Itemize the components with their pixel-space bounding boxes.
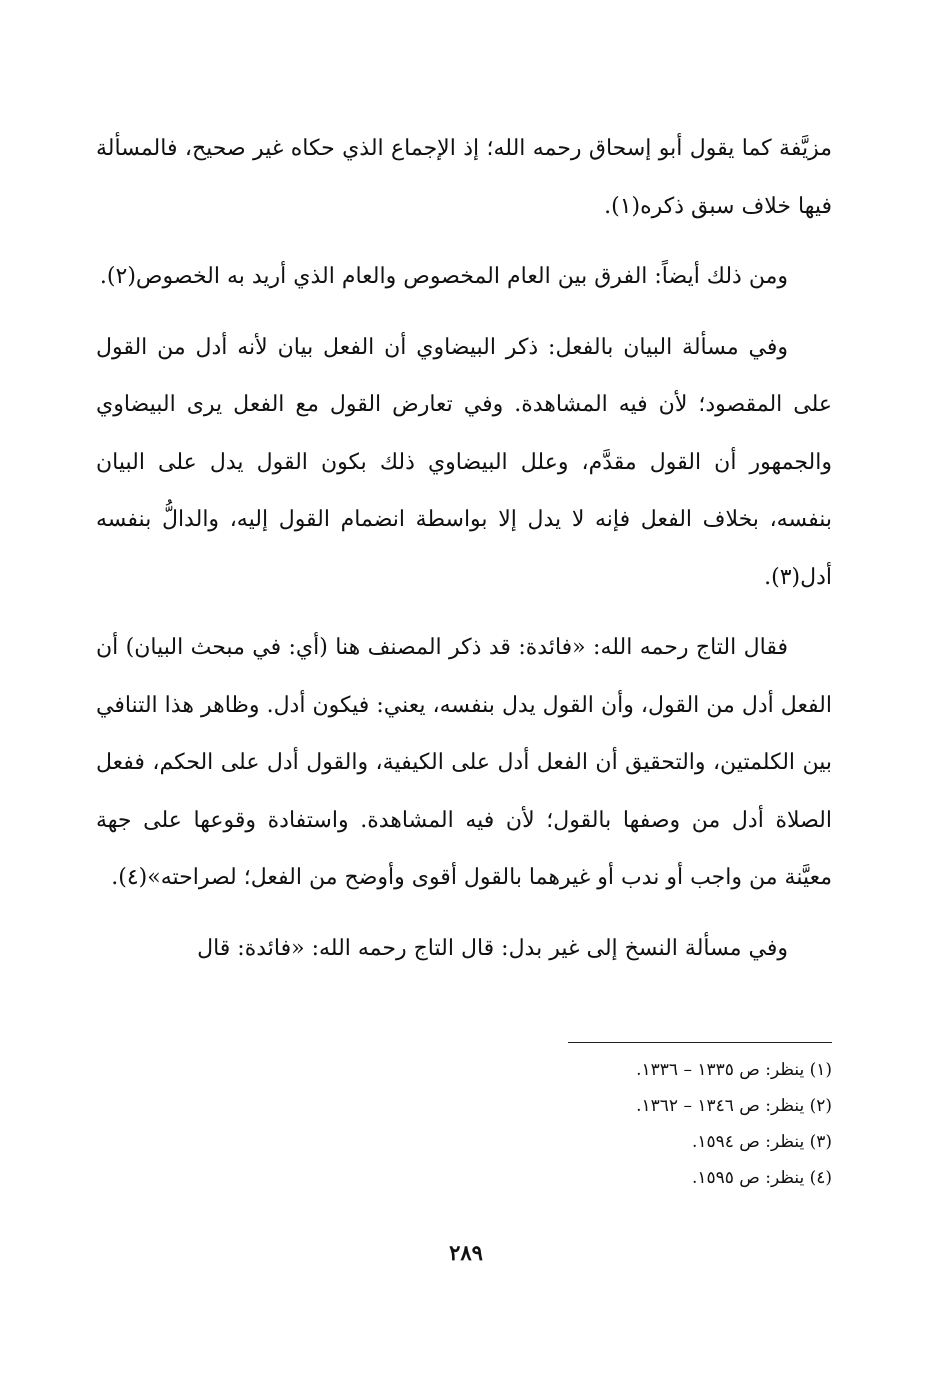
paragraph-3: وفي مسألة البيان بالفعل: ذكر البيضاوي أن الفعل بيان لأنه أدل من القول على المقصود؛ لأن فيه المشاهدة. وفي تعارض القول مع الفعل يرى البيضاوي والجمهور أن القول مقدَّم، وعلل البيضاوي ذلك بكون القول يدل على البيان بنفسه، بخلاف الفعل فإنه لا يدل إلا بواسطة انضمام القول إليه، والدالُّ بنفسه أدل(٣). bbox=[96, 334, 832, 590]
footnote-2: (٢) ينظر: ص ١٣٤٦ – ١٣٦٢. bbox=[636, 1096, 832, 1116]
paragraph-5: وفي مسألة النسخ إلى غير بدل: قال التاج رحمه الله: «فائدة: قال bbox=[197, 935, 788, 961]
page-number: ٢٨٩ bbox=[449, 1240, 483, 1265]
footnote-3: (٣) ينظر: ص ١٥٩٤. bbox=[691, 1132, 832, 1152]
paragraph-4: فقال التاج رحمه الله: «فائدة: قد ذكر المصنف هنا (أي: في مبحث البيان) أن الفعل أدل من القول، وأن القول يدل بنفسه، يعني: فيكون أدل. وظاهر هذا التنافي بين الكلمتين، والتحقيق أن الفعل أدل على الكيفية، والقول أدل على الحكم، ففعل الصلاة أدل من وصفها بالقول؛ لأن فيه المشاهدة. واستفادة وقوعها على جهة معيَّنة من واجب أو ندب أو غيرهما بالقول أقوى وأوضح من الفعل؛ لصراحته»(٤). bbox=[96, 635, 832, 890]
footnote-4: (٤) ينظر: ص ١٥٩٥. bbox=[691, 1168, 832, 1188]
footnote-1: (١) ينظر: ص ١٣٣٥ – ١٣٣٦. bbox=[636, 1060, 832, 1080]
footnote-divider bbox=[568, 1042, 832, 1043]
paragraph-2: ومن ذلك أيضاً: الفرق بين العام المخصوص والعام الذي أريد به الخصوص(٢). bbox=[99, 264, 788, 289]
paragraph-1: مزيَّفة كما يقول أبو إسحاق رحمه الله؛ إذ الإجماع الذي حكاه غير صحيح، فالمسألة فيها خلاف سبق ذكره(١). bbox=[96, 136, 832, 219]
main-text bbox=[96, 120, 832, 990]
footnotes bbox=[412, 1052, 832, 1196]
